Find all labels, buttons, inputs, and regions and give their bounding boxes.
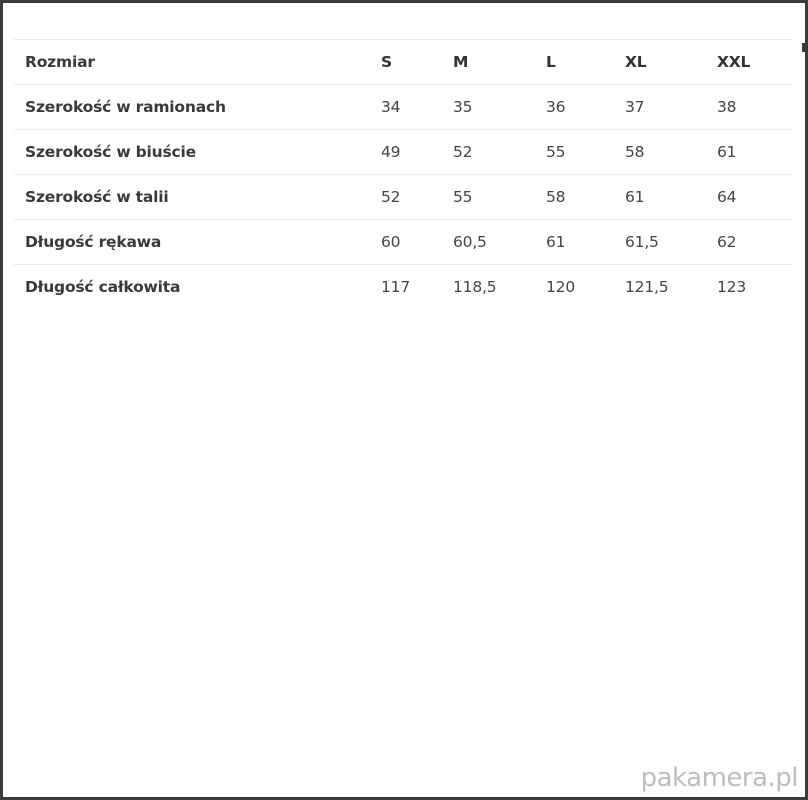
- pakamera-watermark: pakamera.pl: [640, 763, 798, 793]
- header-size-l: L: [546, 53, 556, 71]
- size-table: [14, 39, 792, 310]
- cell-value: 52: [381, 188, 401, 206]
- cell-value: 60: [381, 233, 401, 251]
- table-row-shoulder-width: [14, 85, 792, 130]
- cell-value: 61,5: [625, 233, 659, 251]
- row-label: Szerokość w ramionach: [25, 98, 226, 116]
- cell-value: 118,5: [453, 278, 497, 297]
- row-label: Długość całkowita: [25, 278, 181, 297]
- cell-value: 62: [717, 233, 737, 251]
- cell-value: 61: [717, 143, 737, 161]
- cell-value: 35: [453, 98, 473, 116]
- size-table-container: [14, 39, 792, 310]
- size-table-header-row: [14, 40, 792, 85]
- cell-value: 52: [453, 143, 473, 161]
- header-size-label: Rozmiar: [25, 53, 95, 71]
- cell-value: 58: [546, 188, 566, 206]
- frame-edge-mark: [802, 43, 805, 52]
- cell-value: 37: [625, 98, 645, 116]
- table-row-waist-width: [14, 175, 792, 220]
- header-size-s: S: [381, 53, 392, 71]
- cell-value: 123: [717, 278, 746, 297]
- row-label: Długość rękawa: [25, 233, 162, 251]
- cell-value: 120: [546, 278, 575, 297]
- header-size-xxl: XXL: [717, 53, 751, 71]
- cell-value: 64: [717, 188, 737, 206]
- cell-value: 61: [625, 188, 645, 206]
- cell-value: 38: [717, 98, 737, 116]
- cell-value: 49: [381, 143, 401, 161]
- header-size-m: M: [453, 53, 469, 71]
- header-size-xl: XL: [625, 53, 647, 71]
- cell-value: 61: [546, 233, 566, 251]
- row-label: Szerokość w biuście: [25, 143, 196, 161]
- table-row-total-length: [14, 265, 792, 310]
- cell-value: 55: [453, 188, 473, 206]
- table-row-sleeve-length: [14, 220, 792, 265]
- table-row-bust-width: [14, 130, 792, 175]
- cell-value: 58: [625, 143, 645, 161]
- cell-value: 117: [381, 278, 410, 297]
- cell-value: 60,5: [453, 233, 487, 251]
- row-label: Szerokość w talii: [25, 188, 169, 206]
- cell-value: 121,5: [625, 278, 669, 297]
- cell-value: 34: [381, 98, 401, 116]
- cell-value: 55: [546, 143, 566, 161]
- cell-value: 36: [546, 98, 566, 116]
